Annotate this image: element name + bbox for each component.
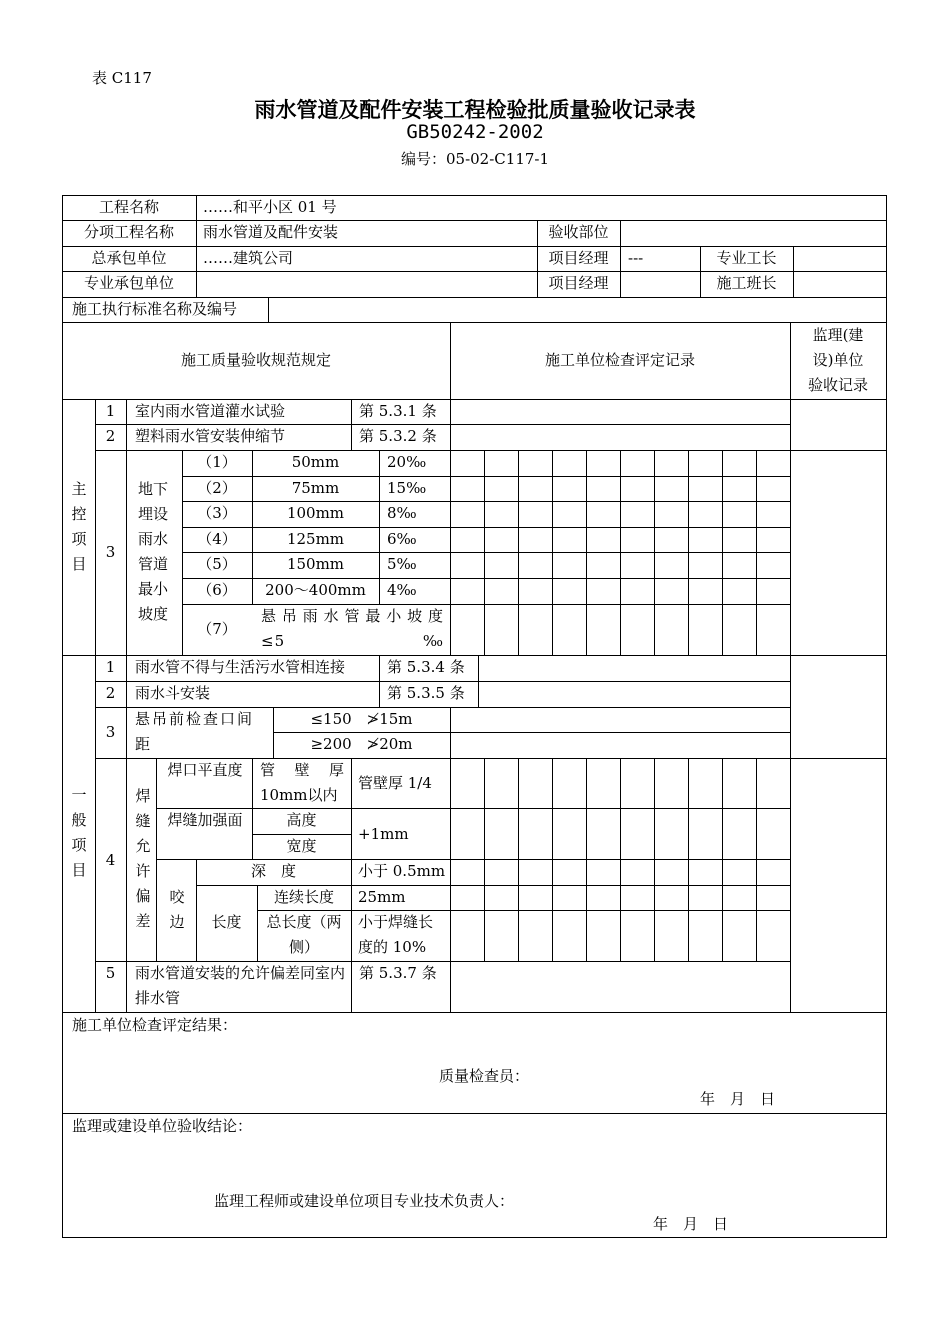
slope-no: （3） — [197, 504, 237, 522]
main-item1-clause: 第 5.3.1 条 — [359, 402, 437, 420]
general-item5-name: 雨水管道安装的允许偏差同室内排水管 — [135, 964, 346, 1007]
standard-code: GB50242-2002 — [406, 121, 544, 143]
general-item3-row2: ≥200 ≯20m — [310, 735, 413, 753]
slope-size: 125mm — [286, 530, 345, 548]
form-code: 表 C117 — [92, 69, 152, 87]
project-name-label: 工程名称 — [98, 198, 159, 216]
weld-group-label: 焊缝允许偏差 — [135, 787, 151, 930]
slope-value: 20‰ — [387, 453, 427, 471]
general-item3-no: 3 — [105, 723, 116, 741]
wall-thickness-value: 管壁厚 1/4 — [358, 774, 432, 792]
general-item2-no: 2 — [105, 684, 116, 702]
weld-reinforce-label: 焊缝加强面 — [167, 811, 243, 829]
project-manager-label-2: 项目经理 — [548, 274, 609, 292]
general-contractor-value: ……建筑公司 — [203, 249, 294, 267]
general-item4-no: 4 — [105, 851, 116, 869]
slope-value: 6‰ — [387, 530, 417, 548]
weld-flatness-label: 焊口平直度 — [167, 761, 243, 779]
page-title: 雨水管道及配件安装工程检验批质量验收记录表 — [254, 98, 696, 122]
slope-group-label: 地下埋设雨水管道最小坡度 — [137, 480, 168, 623]
total-length-label: 总长度（两侧） — [266, 913, 342, 956]
inspector-label: 质量检查员： — [439, 1067, 530, 1085]
continuous-length-value: 25mm — [358, 888, 406, 906]
sub-contractor-label: 专业承包单位 — [83, 274, 174, 292]
main-item3-no: 3 — [105, 543, 116, 561]
standard-label: 施工执行标准名称及编号 — [72, 300, 238, 318]
slope-no: （2） — [197, 479, 237, 497]
length-label: 长度 — [211, 913, 242, 931]
height-label: 高度 — [286, 811, 317, 829]
sub-project-label: 分项工程名称 — [83, 223, 174, 241]
engineer-label: 监理工程师或建设单位项目专业技术负责人： — [214, 1192, 515, 1210]
project-manager-label: 项目经理 — [548, 249, 609, 267]
wall-thickness-label: 管壁厚10mm以内 — [260, 761, 344, 804]
sub-project-value: 雨水管道及配件安装 — [203, 223, 339, 241]
slope-size: 150mm — [286, 555, 345, 573]
main-item1-no: 1 — [105, 402, 116, 420]
slope-no: （1） — [197, 453, 237, 471]
width-label: 宽度 — [286, 837, 317, 855]
slope-value: 8‰ — [387, 504, 417, 522]
supervision-date: 年 月 日 — [653, 1215, 729, 1233]
project-manager-value: --- — [628, 249, 644, 267]
general-item5-no: 5 — [105, 964, 116, 982]
general-item2-clause: 第 5.3.5 条 — [387, 684, 465, 702]
main-item1-name: 室内雨水管道灌水试验 — [135, 402, 286, 420]
supervision-header-2: 设)单位 — [812, 351, 864, 369]
general-contractor-label: 总承包单位 — [91, 249, 167, 267]
slope-size: 50mm — [291, 453, 340, 471]
general-item3-row1: ≤150 ≯15m — [310, 710, 413, 728]
project-name-value: ……和平小区 01 号 — [203, 198, 337, 216]
slope-value: 15‰ — [387, 479, 427, 497]
serial-number: 编号：05-02-C117-1 — [400, 150, 550, 168]
main-item2-name: 塑料雨水管安装伸缩节 — [135, 427, 286, 445]
slope-no: （6） — [197, 581, 237, 599]
reinforce-value: +1mm — [358, 825, 409, 843]
general-item1-name: 雨水管不得与生活污水管相连接 — [135, 658, 346, 676]
main-control-label: 主控项目 — [71, 480, 87, 573]
main-item2-no: 2 — [105, 427, 116, 445]
general-item1-clause: 第 5.3.4 条 — [387, 658, 465, 676]
slope7-text: 悬吊雨水管最小坡度≤5‰ — [261, 607, 444, 650]
acceptance-part-label: 验收部位 — [548, 223, 609, 241]
slope-size: 100mm — [286, 504, 345, 522]
depth-label: 深 度 — [250, 862, 296, 880]
foreman-label: 专业工长 — [716, 249, 777, 267]
general-item5-clause: 第 5.3.7 条 — [359, 964, 437, 982]
general-item3-name: 悬吊前检查口间距 — [135, 710, 255, 753]
continuous-length-label: 连续长度 — [273, 888, 334, 906]
undercut-label: 咬边 — [169, 888, 185, 931]
general-label: 一般项目 — [71, 786, 87, 879]
total-length-value: 小于焊缝长度的 10% — [358, 913, 434, 956]
construction-date: 年 月 日 — [700, 1090, 776, 1108]
main-item2-clause: 第 5.3.2 条 — [359, 427, 437, 445]
slope7-no: （7） — [197, 620, 237, 638]
spec-header: 施工质量验收规范规定 — [180, 351, 331, 369]
slope-no: （4） — [197, 530, 237, 548]
supervision-header-3: 验收记录 — [807, 376, 868, 394]
general-item2-name: 雨水斗安装 — [135, 684, 211, 702]
general-item1-no: 1 — [105, 658, 116, 676]
supervision-header-1: 监理(建 — [812, 326, 864, 344]
check-record-header: 施工单位检查评定记录 — [544, 351, 695, 369]
slope-value: 4‰ — [387, 581, 417, 599]
depth-value: 小于 0.5mm — [358, 862, 446, 880]
slope-no: （5） — [197, 555, 237, 573]
team-leader-label: 施工班长 — [716, 274, 777, 292]
supervision-conclusion-label: 监理或建设单位验收结论： — [72, 1117, 253, 1135]
construction-result-label: 施工单位检查评定结果： — [72, 1016, 238, 1034]
slope-size: 75mm — [291, 479, 340, 497]
slope-size: 200～400mm — [265, 581, 366, 599]
slope-value: 5‰ — [387, 555, 417, 573]
